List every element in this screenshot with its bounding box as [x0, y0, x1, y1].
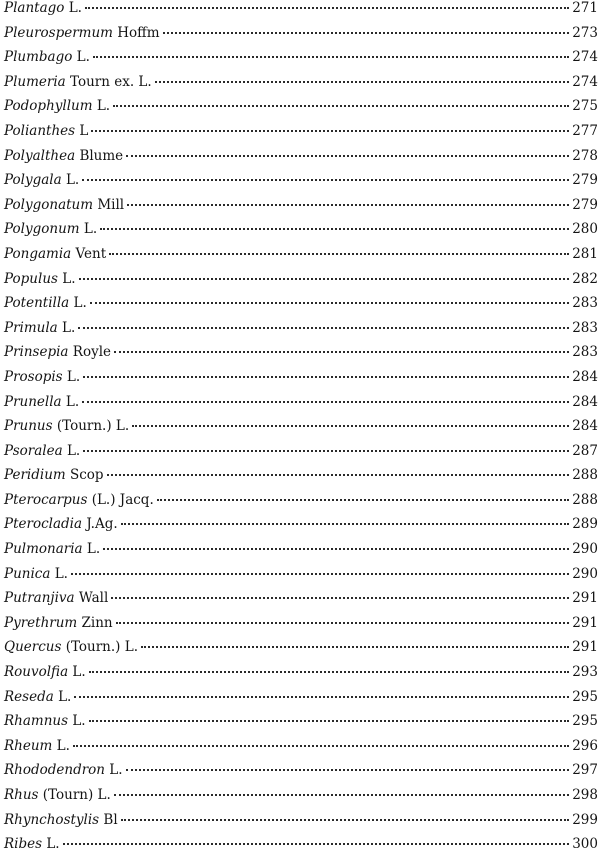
page-number: 298 — [572, 787, 598, 803]
page-number: 296 — [572, 737, 598, 754]
index-entry — [4, 119, 598, 144]
entry-name — [4, 709, 86, 734]
genus-name: Polygala — [4, 172, 62, 189]
dot-leader — [91, 130, 569, 132]
page-number: 273 — [572, 24, 598, 41]
page-number: 284 — [572, 393, 598, 410]
dot-leader — [109, 253, 569, 255]
dot-leader — [89, 671, 570, 673]
dot-leader — [111, 597, 569, 599]
index-entry — [4, 685, 598, 710]
entry-name — [4, 758, 123, 783]
authority: L. — [109, 762, 123, 779]
page-number: 295 — [572, 713, 598, 730]
dot-leader — [132, 425, 569, 427]
dot-leader — [63, 843, 570, 845]
page-number: 274 — [572, 49, 598, 66]
authority: Vent — [75, 245, 107, 262]
entry-name — [4, 734, 70, 759]
index-entry — [4, 217, 598, 242]
dot-leader — [83, 450, 569, 452]
page-number: 280 — [572, 221, 598, 238]
dot-leader — [114, 351, 569, 353]
dot-leader — [113, 105, 569, 107]
genus-name: Rouvolfia — [4, 664, 69, 681]
authority: Blume — [79, 147, 124, 164]
genus-name: Quercus — [4, 639, 62, 656]
index-entry — [4, 635, 598, 660]
entry-name — [4, 291, 87, 316]
authority: L. — [56, 737, 70, 754]
entry-name — [4, 168, 79, 193]
authority: L. — [65, 172, 80, 189]
page-number: 300 — [572, 836, 598, 853]
dot-leader — [155, 81, 570, 83]
index-entry — [4, 70, 598, 95]
authority: Wall — [78, 590, 109, 607]
dot-leader — [89, 720, 570, 722]
genus-name: Peridium — [4, 467, 66, 484]
authority: Hoffm — [117, 24, 160, 41]
index-entry — [4, 758, 598, 783]
genus-name: Podophyllum — [4, 98, 93, 115]
index-list — [4, 0, 598, 857]
dot-leader — [121, 523, 570, 525]
genus-name: Pterocladia — [4, 516, 83, 533]
index-entry — [4, 390, 598, 415]
index-entry — [4, 316, 598, 341]
dot-leader — [157, 499, 569, 501]
page-number: 295 — [572, 688, 598, 705]
authority: Scop — [70, 467, 104, 484]
authority: Royle — [72, 344, 112, 361]
index-entry — [4, 168, 598, 193]
authority: Mill — [97, 196, 125, 213]
index-entry — [4, 144, 598, 169]
dot-leader — [83, 376, 569, 378]
entry-name — [4, 119, 88, 144]
dot-leader — [74, 696, 569, 698]
genus-name: Polygonatum — [4, 196, 94, 213]
dot-leader — [163, 32, 570, 34]
genus-name: Reseda — [4, 688, 54, 705]
genus-name: Putranjiva — [4, 590, 75, 607]
entry-name — [4, 783, 111, 808]
page-number: 277 — [572, 122, 598, 139]
genus-name: Potentilla — [4, 295, 70, 312]
genus-name: Pyrethrum — [4, 614, 78, 631]
page-number: 283 — [572, 319, 598, 336]
authority: L. — [73, 295, 87, 312]
entry-name — [4, 0, 82, 21]
genus-name: Populus — [4, 270, 58, 287]
page-number: 279 — [572, 196, 598, 213]
genus-name: Prunus — [4, 418, 53, 435]
genus-name: Punica — [4, 565, 51, 582]
authority: L. — [54, 565, 68, 582]
index-entry — [4, 734, 598, 759]
authority: (Tourn.) L. — [65, 639, 138, 656]
index-entry — [4, 291, 598, 316]
index-entry — [4, 94, 598, 119]
entry-name — [4, 365, 80, 390]
authority: L. — [72, 664, 86, 681]
page-number: 291 — [572, 639, 598, 656]
dot-leader — [90, 302, 569, 304]
entry-name — [4, 808, 118, 833]
dot-leader — [107, 474, 570, 476]
genus-name: Plumbago — [4, 49, 73, 66]
entry-name — [4, 832, 60, 857]
entry-name — [4, 660, 86, 685]
authority: L. — [96, 98, 111, 115]
authority: L. — [46, 836, 60, 853]
index-entry — [4, 0, 598, 21]
dot-leader — [141, 646, 569, 648]
dot-leader — [103, 548, 569, 550]
page-number: 279 — [572, 172, 598, 189]
authority: L. — [68, 0, 82, 16]
dot-leader — [73, 745, 569, 747]
page-number: 271 — [572, 0, 598, 16]
authority: L. — [65, 393, 80, 410]
genus-name: Plumeria — [4, 73, 66, 90]
genus-name: Pongamia — [4, 245, 72, 262]
index-entry — [4, 611, 598, 636]
entry-name — [4, 21, 160, 46]
genus-name: Psoralea — [4, 442, 63, 459]
page-number: 290 — [572, 565, 598, 582]
genus-name: Polianthes — [4, 122, 76, 139]
entry-name — [4, 340, 111, 365]
page-number: 284 — [572, 368, 598, 385]
index-entry — [4, 783, 598, 808]
entry-name — [4, 94, 110, 119]
genus-name: Pterocarpus — [4, 491, 88, 508]
dot-leader — [82, 179, 569, 181]
entry-name — [4, 635, 138, 660]
entry-name — [4, 267, 76, 292]
authority: L. — [86, 541, 101, 558]
dot-leader — [114, 794, 569, 796]
genus-name: Pulmonaria — [4, 541, 83, 558]
page-number: 278 — [572, 147, 598, 164]
dot-leader — [85, 7, 569, 9]
authority: L. — [83, 221, 98, 238]
authority: L. — [66, 368, 81, 385]
dot-leader — [78, 327, 569, 329]
genus-name: Rhus — [4, 787, 39, 803]
entry-name — [4, 70, 152, 95]
dot-leader — [116, 622, 570, 624]
index-entry — [4, 267, 598, 292]
dot-leader — [71, 573, 569, 575]
genus-name: Rhamnus — [4, 713, 69, 730]
entry-name — [4, 193, 124, 218]
entry-name — [4, 611, 113, 636]
entry-name — [4, 414, 129, 439]
index-entry — [4, 242, 598, 267]
authority: L. — [66, 442, 81, 459]
entry-name — [4, 390, 79, 415]
authority: Tourn ex. L. — [70, 73, 152, 90]
genus-name: Prunella — [4, 393, 62, 410]
authority: J.Ag. — [86, 516, 118, 533]
genus-name: Rhododendron — [4, 762, 105, 779]
index-entry — [4, 340, 598, 365]
page-number: 288 — [572, 467, 598, 484]
genus-name: Primula — [4, 319, 58, 336]
authority: L. — [72, 713, 86, 730]
authority: L. — [62, 270, 76, 287]
entry-name — [4, 488, 154, 513]
entry-name — [4, 562, 68, 587]
authority: Zinn — [81, 614, 113, 631]
index-entry — [4, 45, 598, 70]
entry-name — [4, 316, 75, 341]
page-number: 282 — [572, 270, 598, 287]
genus-name: Ribes — [4, 836, 43, 853]
genus-name: Pleurospermum — [4, 24, 113, 41]
index-entry — [4, 488, 598, 513]
page-number: 291 — [572, 614, 598, 631]
entry-name — [4, 537, 100, 562]
entry-name — [4, 586, 108, 611]
page-number: 287 — [572, 442, 598, 459]
index-entry — [4, 832, 598, 857]
page-number: 281 — [572, 245, 598, 262]
page-number: 297 — [572, 762, 598, 779]
page-number: 291 — [572, 590, 598, 607]
index-entry — [4, 660, 598, 685]
index-entry — [4, 562, 598, 587]
index-entry — [4, 537, 598, 562]
entry-name — [4, 685, 71, 710]
index-entry — [4, 365, 598, 390]
page-number: 288 — [572, 491, 598, 508]
index-entry — [4, 439, 598, 464]
entry-name — [4, 45, 90, 70]
genus-name: Rheum — [4, 737, 53, 754]
entry-name — [4, 242, 106, 267]
entry-name — [4, 439, 80, 464]
entry-name — [4, 144, 123, 169]
index-entry — [4, 709, 598, 734]
genus-name: Prinsepia — [4, 344, 69, 361]
page-number: 293 — [572, 664, 598, 681]
entry-name — [4, 217, 97, 242]
authority: L. — [62, 319, 76, 336]
page-number: 283 — [572, 344, 598, 361]
authority: L. — [58, 688, 72, 705]
genus-name: Rhynchostylis — [4, 811, 100, 828]
index-entry — [4, 414, 598, 439]
page-number: 284 — [572, 418, 598, 435]
genus-name: Polygonum — [4, 221, 80, 238]
authority: (L.) Jacq. — [91, 491, 154, 508]
genus-name: Polyalthea — [4, 147, 76, 164]
authority: Bl — [103, 811, 118, 828]
page-number: 274 — [572, 73, 598, 90]
page-number: 283 — [572, 295, 598, 312]
authority: L — [79, 122, 89, 139]
page-number: 299 — [572, 811, 598, 828]
authority: (Tourn.) L. — [56, 418, 130, 435]
index-entry — [4, 512, 598, 537]
page-number: 290 — [572, 541, 598, 558]
authority: (Tourn) L. — [42, 787, 111, 803]
dot-leader — [100, 228, 569, 230]
index-entry — [4, 21, 598, 46]
page-number: 275 — [572, 98, 598, 115]
dot-leader — [126, 769, 570, 771]
page-number: 289 — [572, 516, 598, 533]
dot-leader — [79, 278, 570, 280]
index-entry — [4, 808, 598, 833]
entry-name — [4, 463, 104, 488]
genus-name: Plantago — [4, 0, 65, 16]
dot-leader — [121, 819, 570, 821]
index-entry — [4, 463, 598, 488]
dot-leader — [93, 56, 569, 58]
authority: L. — [76, 49, 90, 66]
dot-leader — [127, 204, 569, 206]
index-entry — [4, 586, 598, 611]
entry-name — [4, 512, 118, 537]
genus-name: Prosopis — [4, 368, 63, 385]
index-entry — [4, 193, 598, 218]
dot-leader — [82, 401, 569, 403]
dot-leader — [126, 155, 569, 157]
